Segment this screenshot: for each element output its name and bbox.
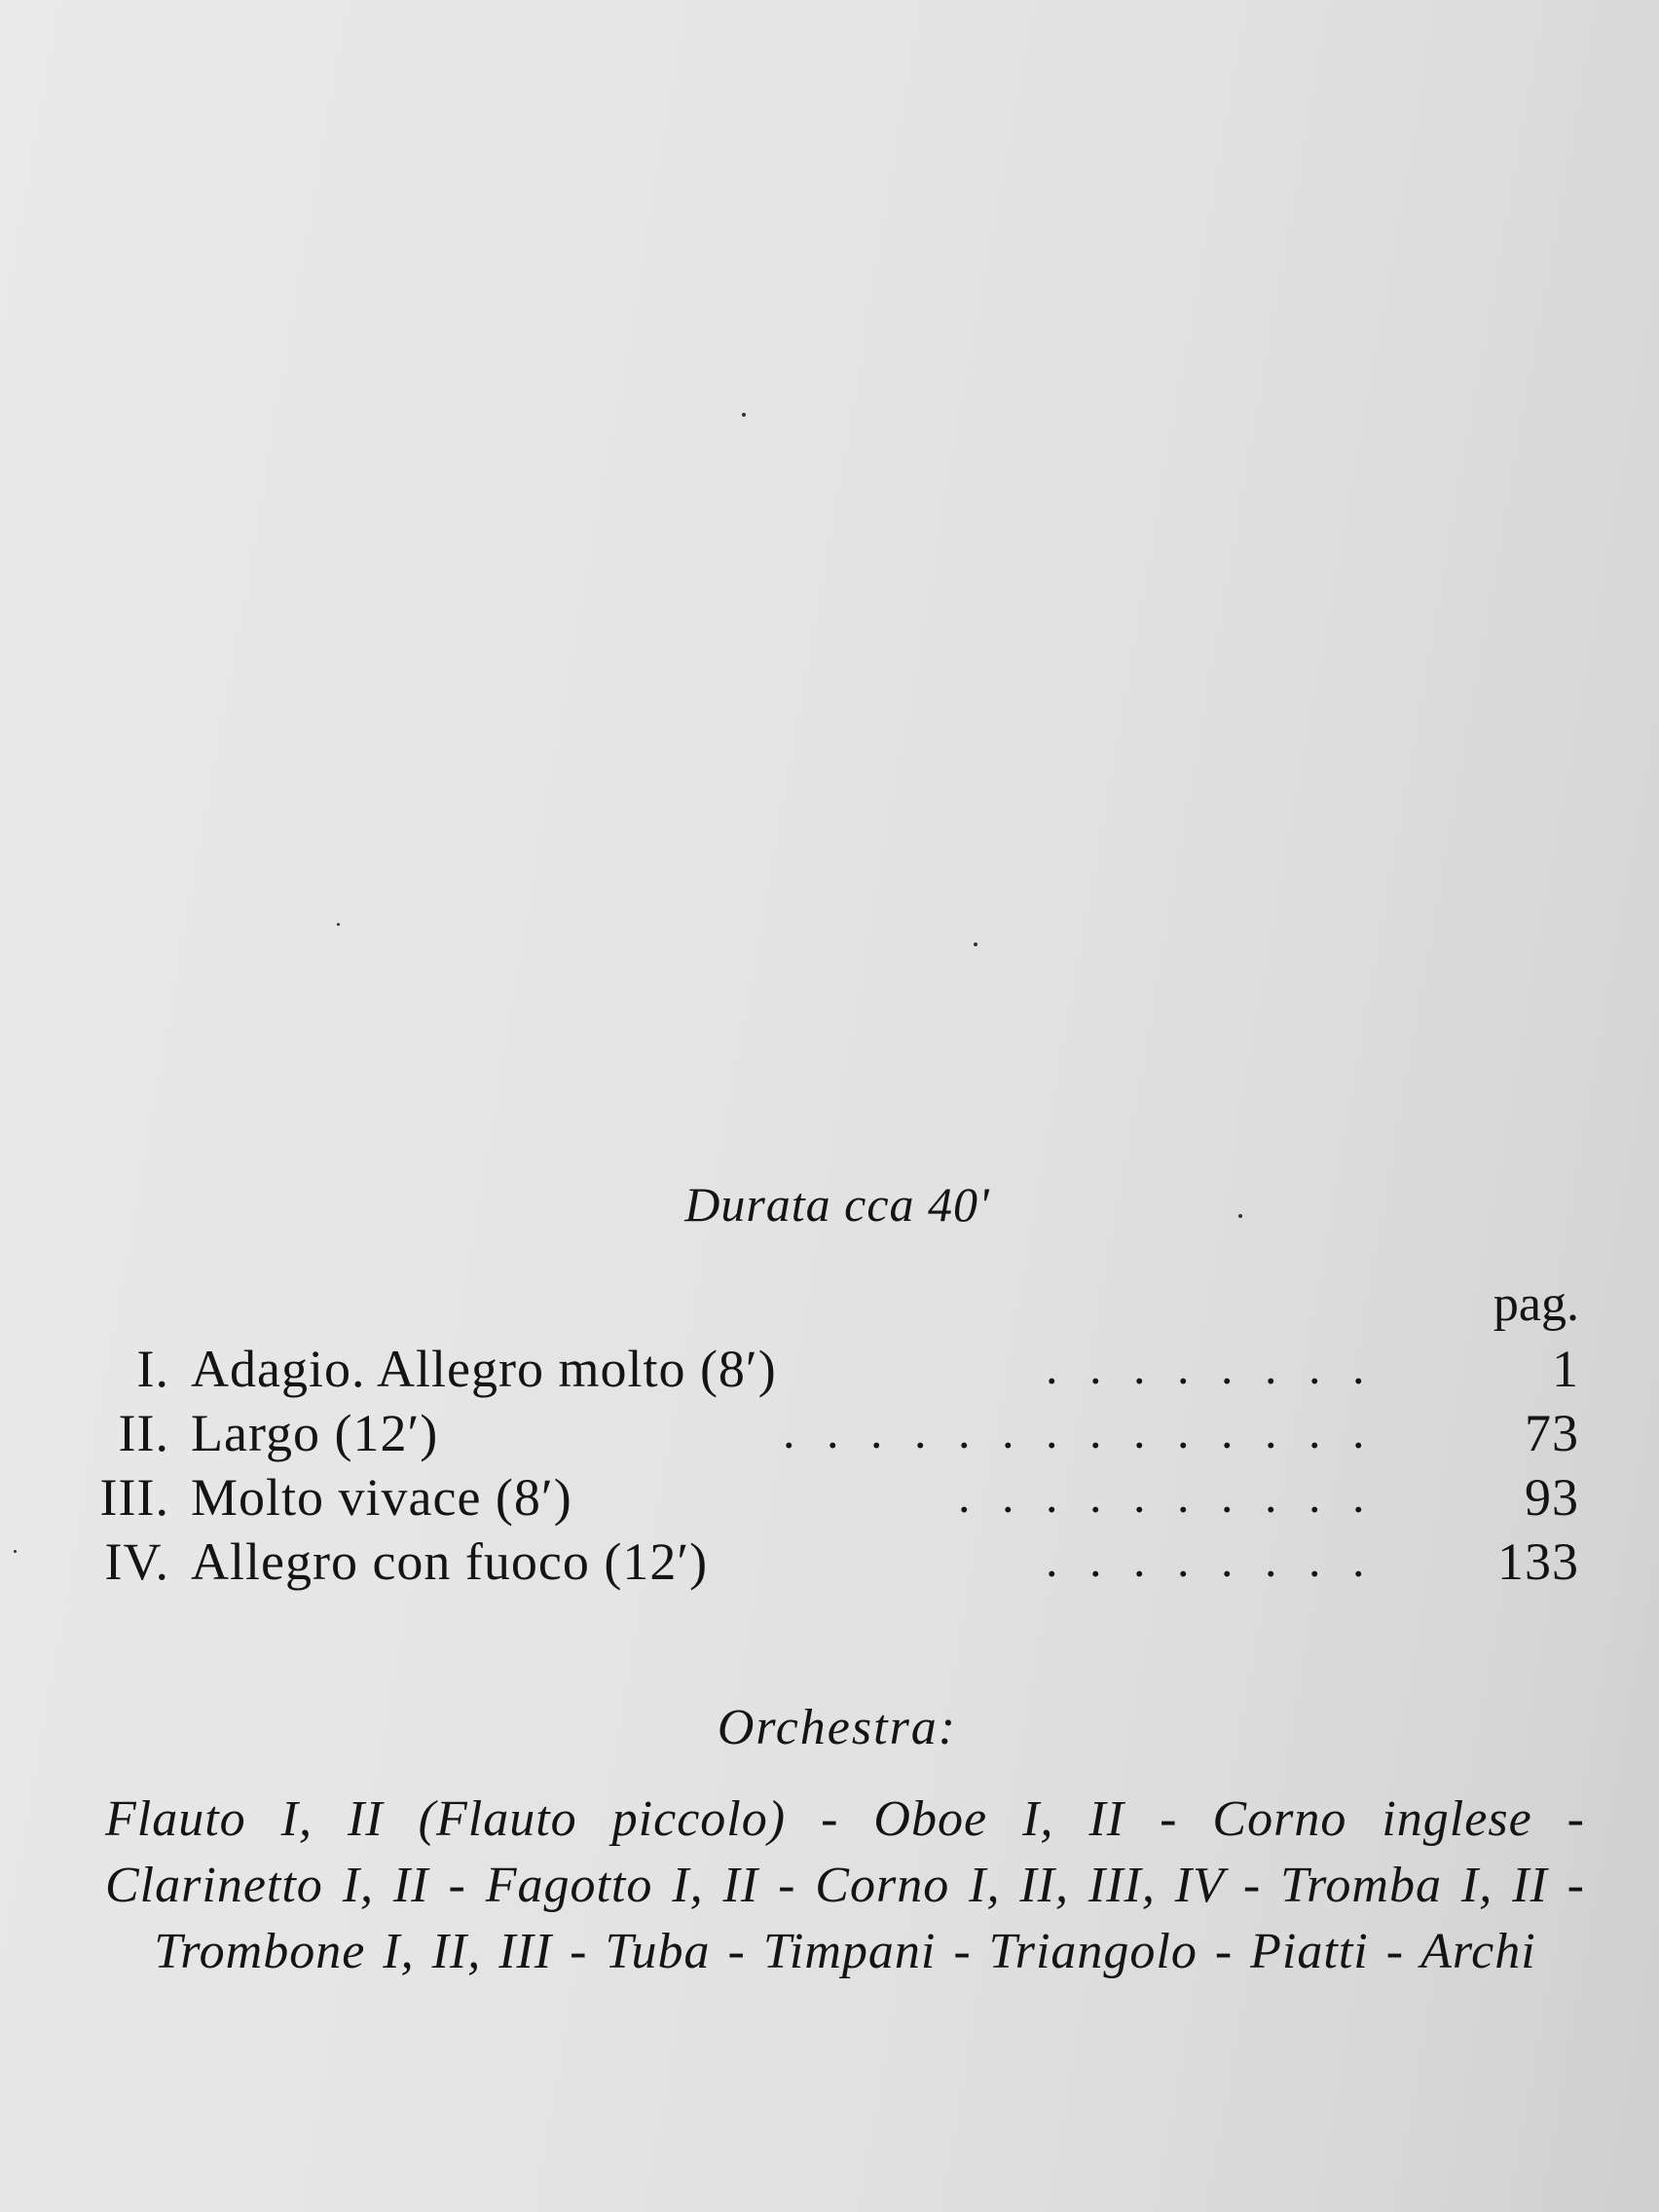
dust-speck [1238, 1214, 1242, 1218]
movement-title: Adagio. Allegro molto (8′) [191, 1340, 777, 1398]
dust-speck [974, 942, 977, 946]
leader-dots: ........ [1046, 1532, 1396, 1587]
leader-dots: .......... [958, 1468, 1396, 1523]
page-column-header: pag. [1493, 1276, 1579, 1332]
duration-note: Durata cca 40' [684, 1177, 990, 1232]
movement-title: Molto vivace (8′) [191, 1468, 572, 1527]
leader-dots: .............. [783, 1404, 1396, 1458]
movement-numeral: III. [99, 1468, 169, 1527]
movement-numeral: II. [118, 1404, 169, 1462]
movement-page-number: 93 [1525, 1468, 1579, 1527]
dust-speck [337, 923, 340, 926]
movement-page-number: 1 [1552, 1340, 1579, 1398]
movement-page-number: 133 [1497, 1532, 1579, 1591]
dust-speck [742, 413, 746, 417]
movement-page-number: 73 [1525, 1404, 1579, 1462]
toc-row-movement-3 [0, 1467, 1659, 1531]
movement-title: Allegro con fuoco (12′) [191, 1532, 709, 1591]
movement-numeral: IV. [104, 1532, 169, 1591]
toc-row-movement-2 [0, 1403, 1659, 1467]
leader-dots: ........ [1046, 1340, 1396, 1394]
movement-numeral: I. [136, 1340, 169, 1398]
toc-row-movement-1 [0, 1339, 1659, 1403]
orchestra-heading: Orchestra: [717, 1700, 958, 1755]
instrument-list: Flauto I, II (Flauto piccolo) - Oboe I, II - Corno inglese - Clarinetto I, II - Fagotto I, II - Corno I, II, III, IV - Tromba I, II - Trombone I, II, III - Tuba - Timpani - Triangolo - Piatti - Archi [105, 1791, 1585, 1979]
movement-title: Largo (12′) [191, 1404, 439, 1462]
dust-speck [14, 1550, 17, 1553]
toc-row-movement-4 [0, 1531, 1659, 1596]
